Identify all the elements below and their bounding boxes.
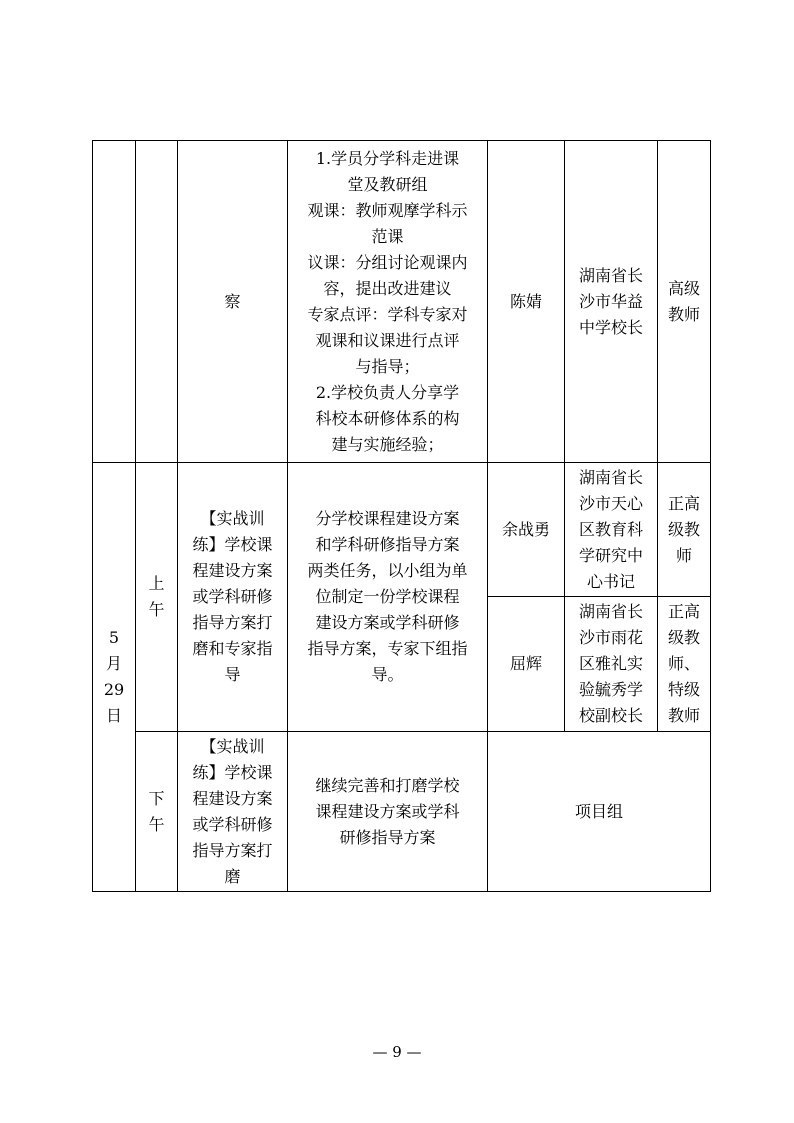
expert-title-cell: 湖南省长 沙市华益 中学校长 [565, 141, 658, 463]
date-cell [93, 141, 136, 463]
topic-cell: 【实战训 练】学校课 程建设方案 或学科研修 指导方案打 磨 [178, 732, 288, 892]
page-number: — 9 — [372, 1043, 422, 1061]
expert-name-cell: 陈婧 [488, 141, 565, 463]
expert-rank-cell: 正高 级教 师、 特级 教师 [658, 597, 711, 732]
content-cell: 继续完善和打磨学校 课程建设方案或学科 研修指导方案 [288, 732, 488, 892]
topic-cell: 【实战训 练】学校课 程建设方案 或学科研修 指导方案打 磨和专家指 导 [178, 463, 288, 732]
period-cell: 下 午 [136, 732, 178, 892]
owner-cell: 项目组 [488, 732, 711, 892]
period-cell: 上 午 [136, 463, 178, 732]
date-cell: 5 月 29 日 [93, 463, 136, 892]
table-row [93, 141, 711, 463]
period-cell [136, 141, 178, 463]
table-row [93, 463, 711, 597]
expert-rank-cell: 正高 级教 师 [658, 463, 711, 597]
table-row [93, 732, 711, 892]
content-cell: 1.学员分学科走进课 堂及教研组 观课：教师观摩学科示 范课 议课：分组讨论观课内 容，提出改进建议 专家点评：学科专家对 观课和议课进行点评 与指导； 2.学校负责人分享学 科校本研修体系的构 建与实施经验； [288, 141, 488, 463]
expert-name-cell: 屈辉 [488, 597, 565, 732]
schedule-table [92, 140, 711, 892]
topic-cell: 察 [178, 141, 288, 463]
expert-title-cell: 湖南省长 沙市天心 区教育科 学研究中 心书记 [565, 463, 658, 597]
content-cell: 分学校课程建设方案 和学科研修指导方案 两类任务，以小组为单 位制定一份学校课程 建设方案或学科研修 指导方案，专家下组指 导。 [288, 463, 488, 732]
expert-name-cell: 余战勇 [488, 463, 565, 597]
expert-rank-cell: 高级 教师 [658, 141, 711, 463]
expert-title-cell: 湖南省长 沙市雨花 区雅礼实 验毓秀学 校副校长 [565, 597, 658, 732]
